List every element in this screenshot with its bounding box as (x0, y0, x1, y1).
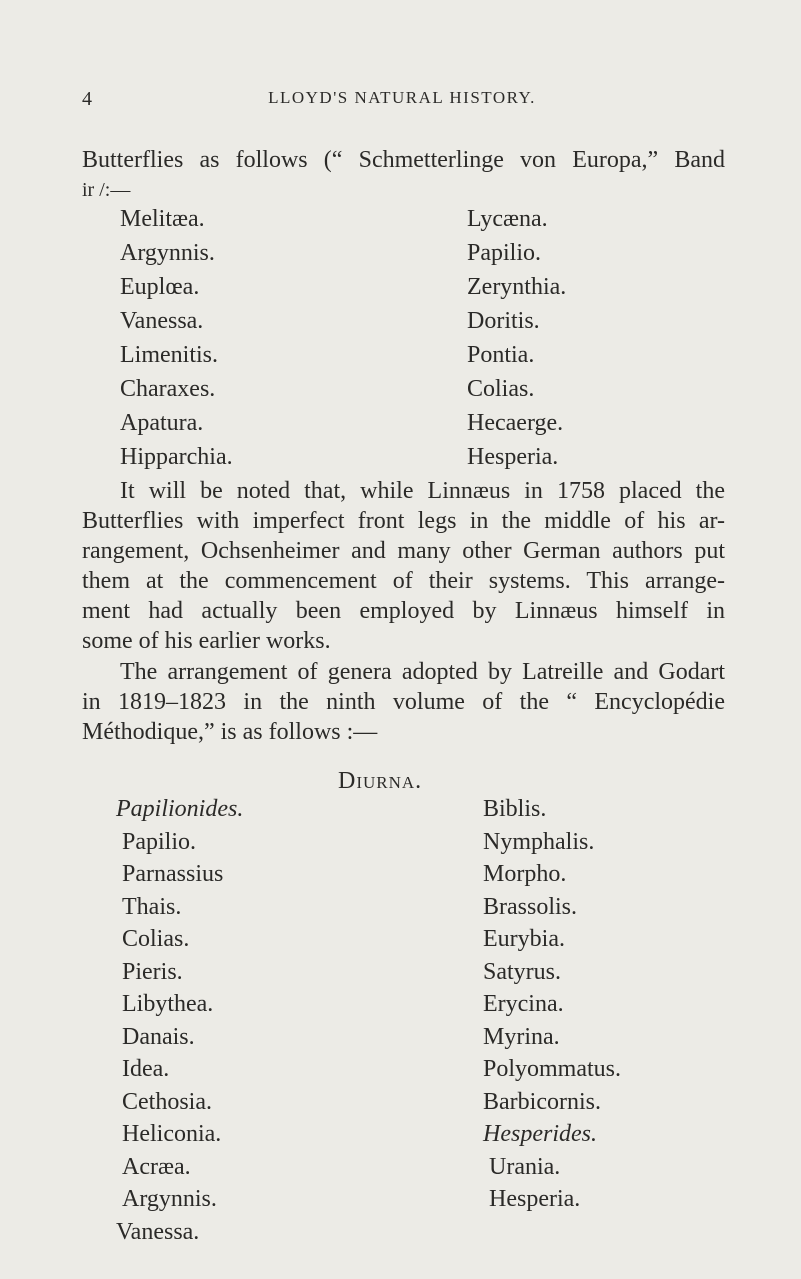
list-item: Satyrus. (483, 958, 561, 985)
list-item: Hesperia. (489, 1186, 581, 1212)
list-item: Lycæna. (467, 206, 548, 232)
paragraph-line: It will be noted that, while Linnæus in 1758 placed the (120, 478, 725, 504)
intro-line-2: ir /:— (82, 179, 131, 201)
list-item: Pontia. (467, 342, 535, 368)
list-item: Argynnis. (122, 1186, 217, 1212)
paragraph-line: Butterflies with imperfect front legs in the middle of his ar- (82, 508, 725, 534)
list-item: Cethosia. (122, 1088, 212, 1115)
list-item: Vanessa. (120, 308, 204, 334)
list-item: Apatura. (120, 410, 204, 436)
paragraph-line: The arrangement of genera adopted by Latreille and Godart (120, 659, 725, 685)
list-item: Melitæa. (120, 206, 205, 232)
list-item: Acræa. (122, 1153, 191, 1180)
list-item: Hipparchia. (120, 444, 233, 470)
list-item: Nymphalis. (483, 828, 595, 855)
running-title: LLOYD'S NATURAL HISTORY. (268, 88, 536, 107)
list-item: Hecaerge. (467, 410, 564, 436)
list-item: Brassolis. (483, 893, 578, 920)
list-item: Limenitis. (120, 342, 218, 368)
page-number: 4 (82, 88, 92, 110)
section-heading-diurna: Diurna. (338, 768, 423, 794)
list-item: Myrina. (483, 1023, 560, 1050)
list-item: Hesperia. (467, 444, 559, 470)
paragraph-line: ment had actually been employed by Linnæus himself in (82, 598, 725, 624)
papilionides-column (116, 793, 243, 1248)
list-item: Euplœa. (120, 274, 200, 300)
intro-line-1: Butterflies as follows (“ Schmetterlinge von Europa,” Band (82, 147, 725, 173)
list-item: Idea. (122, 1056, 170, 1082)
list-item: Papilio. (467, 240, 542, 266)
list-item: Libythea. (122, 991, 214, 1017)
paragraph-line: in 1819–1823 in the ninth volume of the “ Encyclopédie (82, 689, 725, 715)
genera-list-left (120, 202, 233, 474)
paragraph-line: rangement, Ochsenheimer and many other German authors put (82, 538, 725, 564)
list-item: Colias. (467, 376, 535, 402)
list-item: Heliconia. (122, 1121, 222, 1147)
list-item: Pieris. (122, 958, 183, 985)
list-item: Parnassius (122, 861, 224, 887)
list-item: Biblis. (483, 796, 547, 822)
list-item: Eurybia. (483, 926, 565, 952)
list-item: Thais. (122, 893, 182, 920)
paragraph-line: Méthodique,” is as follows :— (82, 719, 378, 745)
nymphalis-column (483, 793, 621, 1216)
list-item: Zerynthia. (467, 274, 567, 300)
paragraph-line: some of his earlier works. (82, 628, 331, 654)
column-subheading: Hesperides. (483, 1121, 597, 1147)
paragraph-line: them at the commencement of their systems. This arrange- (82, 568, 725, 594)
list-item: Danais. (122, 1023, 195, 1050)
genera-list-right (467, 202, 566, 474)
list-item: Vanessa. (116, 1218, 200, 1245)
list-item: Doritis. (467, 308, 540, 334)
list-item: Charaxes. (120, 376, 216, 402)
list-item: Barbicornis. (483, 1088, 601, 1115)
list-item: Polyommatus. (483, 1056, 622, 1082)
list-item: Papilio. (122, 828, 197, 855)
list-item: Urania. (489, 1153, 561, 1180)
list-item: Argynnis. (120, 240, 215, 266)
list-item: Erycina. (483, 991, 564, 1017)
list-item: Morpho. (483, 861, 567, 887)
list-item: Colias. (122, 926, 190, 952)
column-heading: Papilionides. (116, 796, 244, 822)
page-header (82, 88, 722, 114)
